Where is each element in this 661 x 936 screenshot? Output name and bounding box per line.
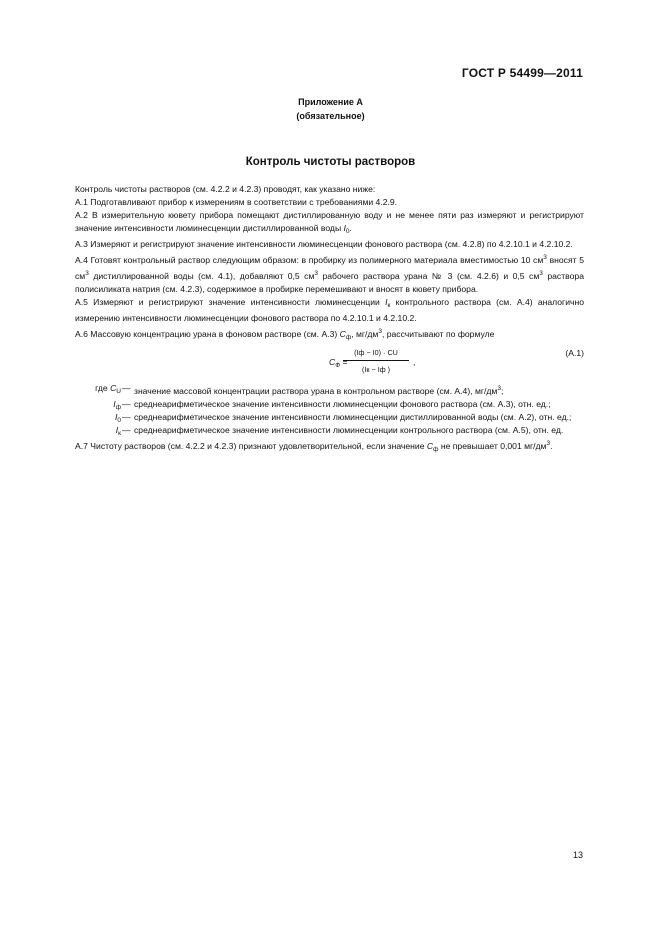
definition-dash: —: [122, 399, 131, 409]
definition-text: значение массовой концентрации раствора урана в контрольном растворе (см. А.4), мг/дм: [134, 386, 498, 396]
a2-text: А.2 В измерительную кювету прибора помещают дистиллированную воду и не менее пяти раз измеряют и регистрируют значение интенсивности люминесценции дистиллированной воды: [75, 210, 584, 233]
definition-term: [75, 424, 121, 440]
appendix-status: (обязательное): [296, 111, 365, 121]
definition-description: [134, 382, 584, 398]
a6-symbol-sub: ф: [345, 334, 352, 341]
formula-lhs-symbol: C: [329, 357, 336, 367]
definition-dash: —: [122, 383, 131, 393]
definitions-list: [75, 382, 584, 437]
formula-comma: ,: [413, 357, 416, 367]
a4-text-1: А.4 Готовят контрольный раствор следующим образом: в пробирку из полимерного материала вместимостью 10 см: [75, 255, 544, 265]
definition-symbol-sub: 0: [117, 417, 121, 424]
a3-text: А.3 Измеряют и регистрируют значение интенсивности люминесценции фонового раствора (см. 4.2.8) по 4.2.10.1 и 4.2.10.2.: [75, 239, 573, 249]
intro-paragraph: [75, 183, 584, 196]
a4-text-4: рабочего раствора урана № 3 (см. 4.2.6) и 0,5 см: [318, 271, 540, 281]
document-body: [75, 183, 584, 456]
definition-row: [75, 411, 584, 424]
intro-text: Контроль чистоты растворов (см. 4.2.2 и 4.2.3) проводят, как указано ниже:: [75, 184, 376, 194]
paragraph-a5: [75, 296, 584, 325]
paragraph-a4: [75, 251, 584, 296]
formula-numerator: (Iф − I0) · CU: [343, 346, 409, 361]
definition-symbol: C: [110, 383, 117, 393]
superscript: 3: [539, 270, 543, 277]
paragraph-a1: [75, 196, 584, 209]
definition-row: [75, 382, 584, 398]
definition-symbol-sub: U: [116, 388, 121, 395]
a7-symbol-sub: ф: [433, 446, 439, 453]
a6-text-2: , мг/дм: [351, 329, 379, 339]
page-number: 13: [572, 850, 583, 860]
formula-fraction: [343, 346, 409, 376]
paragraph-a7: [75, 437, 584, 456]
equation-number: (А.1): [565, 348, 584, 358]
standard-number: ГОСТ Р 54499—2011: [461, 66, 583, 80]
a6-text-1: А.6 Массовую концентрацию урана в фоновом растворе (см. А.3): [75, 329, 338, 339]
definition-symbol-sub: к: [118, 430, 121, 437]
a4-text-3: дистиллированной воды (см. 4.1), добавляют 0,5 см: [88, 271, 315, 281]
definition-text: среднеарифметическое значение интенсивности люминесценции фонового раствора (см. А.3), отн. ед.;: [134, 399, 551, 409]
a2-symbol: I: [343, 223, 346, 233]
superscript: 3: [543, 254, 547, 261]
definition-tail: ;: [500, 386, 504, 396]
superscript: 3: [85, 270, 89, 277]
a5-text-1: А.5 Измеряют и регистрируют значение интенсивности люминесценции: [75, 297, 380, 307]
formula-denominator: (Iк − Iф ): [361, 365, 391, 374]
a6-text-3: , рассчитывают по формуле: [381, 329, 495, 339]
appendix-label: Приложение А: [298, 97, 363, 107]
a5-symbol: I: [385, 297, 388, 307]
superscript: 3: [378, 328, 382, 335]
definition-row: [75, 398, 584, 411]
a7-text-1: А.7 Чистоту растворов (см. 4.2.2 и 4.2.3) признают удовлетворительной, если значение: [75, 441, 425, 451]
a7-text-2: не превышает 0,001 мг/дм: [440, 441, 547, 451]
section-title: Контроль чистоты растворов: [245, 156, 416, 168]
definition-text: среднеарифметическое значение интенсивности люминесценции контрольного раствора (см. А.5), отн. ед.: [134, 425, 564, 435]
formula-a1: [75, 346, 584, 382]
definition-symbol: I: [115, 425, 119, 435]
a7-text-3: .: [550, 441, 553, 451]
a5-text-2: контрольного раствора (см. А.4) аналогично измерению интенсивности люминесценции фонового раствора по 4.2.10.1 и 4.2.10.2.: [75, 297, 584, 323]
formula-lhs-sub: Ф: [335, 362, 341, 369]
superscript: 3: [546, 440, 551, 447]
a5-symbol-sub: к: [387, 302, 391, 309]
a4-text-5: раствора полисиликата натрия (см. 4.2.3), содержимое в пробирке перемешивают и вносят в кювету прибора.: [75, 271, 584, 294]
paragraph-a2: А.2 В измерительную кювету прибора помещают дистиллированную воду и не менее пяти раз измеряют и регистрируют значение интенсивности люминесценции дистиллированной воды $I_0$.: [75, 210, 584, 235]
definition-symbol-sub: ф: [115, 404, 121, 411]
formula-lhs: $C_Ф$ =: [329, 357, 348, 369]
definition-dash: —: [122, 425, 131, 435]
definition-text: среднеарифметическое значение интенсивности люминесценции дистиллированной воды (см. А.2), отн. ед.;: [134, 412, 572, 422]
a2-symbol-sub: 0: [345, 228, 350, 235]
a1-text: А.1 Подготавливают прибор к измерениям в соответствии с требованиями 4.2.9.: [75, 197, 398, 207]
superscript: 3: [314, 270, 318, 277]
a4-text-2: вносят 5 см: [75, 255, 584, 281]
definition-sup: 3: [497, 385, 501, 392]
definition-symbol: I: [114, 412, 118, 422]
definition-lead: где: [95, 383, 108, 393]
a7-symbol: C: [426, 441, 434, 451]
paragraph-a6: [75, 325, 584, 344]
definition-row: [75, 424, 584, 437]
definition-term: [75, 382, 121, 398]
definition-dash: —: [122, 412, 131, 422]
a6-symbol: C: [339, 329, 346, 339]
definition-symbol: I: [113, 399, 116, 409]
paragraph-a3: [75, 238, 584, 251]
